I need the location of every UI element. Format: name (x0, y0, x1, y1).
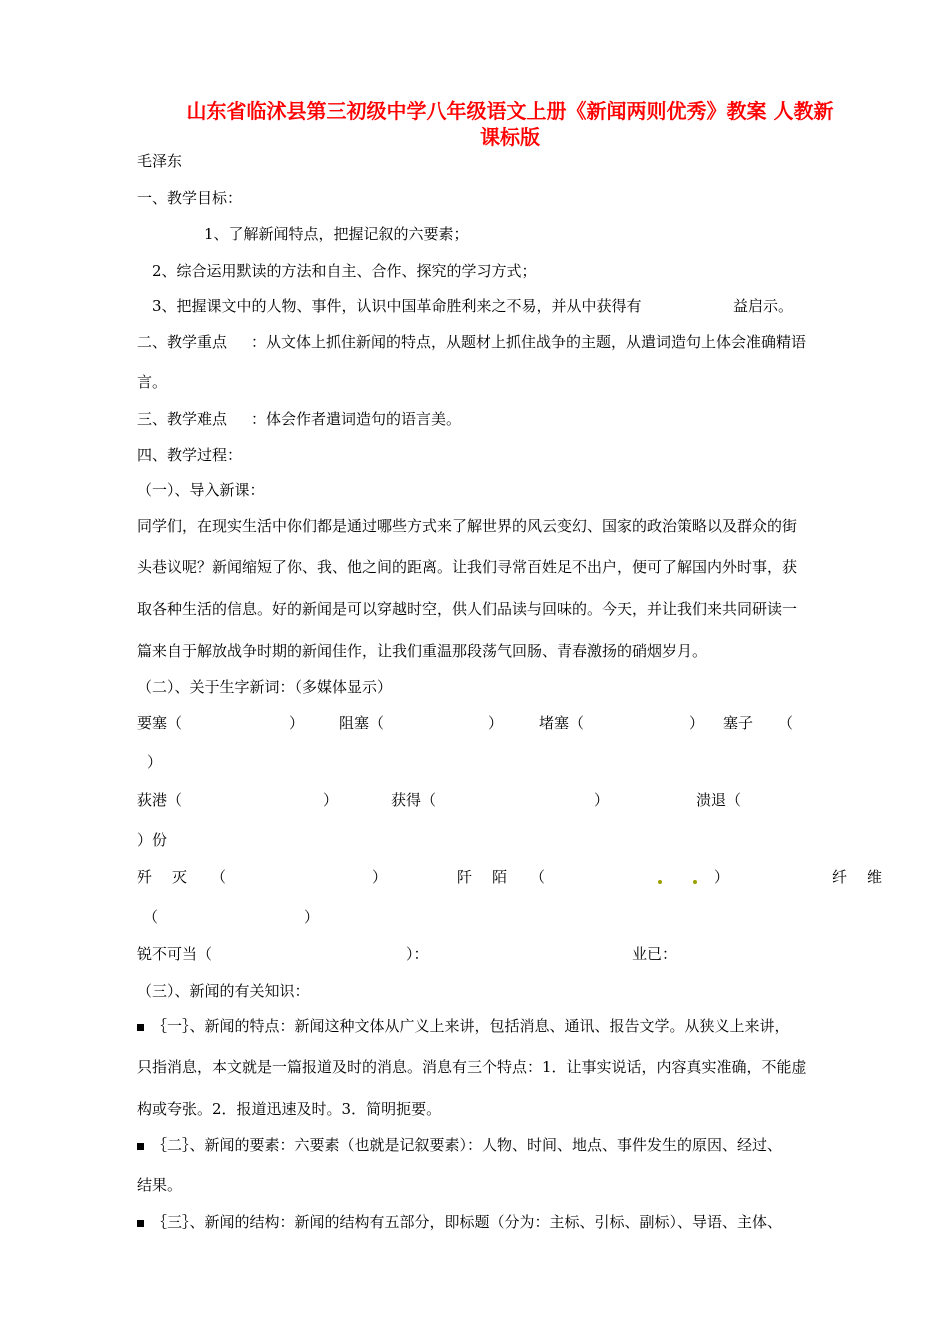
goal-2: 2、综合运用默读的方法和自主、合作、探究的学习方式； (152, 262, 537, 280)
vocab-item-xianwei-open: （ (143, 908, 159, 926)
process-heading: 四、教学过程： (137, 446, 243, 464)
author: 毛泽东 (137, 152, 183, 170)
vocab-item-dusai: 堵塞（ (539, 714, 585, 732)
key-point-label: 二、教学重点 (137, 333, 228, 351)
vocab-item-kuitui: 溃退（ (696, 791, 742, 809)
knowledge-item-1-line-2: 只指消息，本文就是一篇报道及时的消息。消息有三个特点：1．让事实说话，内容真实准确，不能虚 (137, 1058, 807, 1076)
vocab-item-xianwei-close: ） (304, 908, 320, 926)
knowledge-item-1-line-3: 构或夸张。2．报道迅速及时。3．简明扼要。 (137, 1100, 442, 1118)
vocab-item-jianmie-open: （ (211, 868, 227, 886)
vocab-item-ruibukedang-close: ）： (406, 945, 429, 963)
emphasis-dot (658, 880, 662, 884)
vocab-item-yeyi: 业已： (632, 945, 678, 963)
key-point-text: ：从文体上抓住新闻的特点，从题材上抓住战争的主题，从遣词造句上体会准确精语 (251, 333, 807, 351)
bullet-icon (137, 1220, 144, 1227)
knowledge-item-3 (137, 1212, 782, 1232)
vocab-item-xianwei: 纤 (832, 868, 848, 886)
intro-heading: （一）、导入新课： (137, 481, 265, 499)
goal-3-end: 益启示。 (733, 297, 794, 315)
bullet-icon (137, 1143, 144, 1150)
intro-paragraph-line-1: 同学们，在现实生活中你们都是通过哪些方式来了解世界的风云变幻、国家的政治策略以及群众的街 (137, 517, 798, 535)
knowledge-heading: （三）、新闻的有关知识： (137, 982, 310, 1000)
vocab-item-huode-close: ） (594, 791, 610, 809)
vocab-item-zusai-close: ） (488, 714, 504, 732)
vocab-item-jianmie: 歼 (137, 868, 153, 886)
document-title-line-2: 课标版 (480, 125, 540, 149)
knowledge-item-1-text: ｛一｝、新闻的特点：新闻这种文体从广义上来讲，包括消息、通讯、报告文学。从狭义上来讲， (152, 1017, 790, 1035)
vocab-item-huode: 获得（ (391, 791, 437, 809)
vocab-item-jianmie-close: ） (372, 868, 388, 886)
knowledge-item-2-line-2: 结果。 (137, 1176, 183, 1194)
vocab-item-qianmo-open: （ (530, 868, 546, 886)
key-point-text-end: 言。 (137, 373, 168, 391)
vocab-item-xianwei-2: 维 (867, 868, 883, 886)
vocab-item-zusai: 阻塞（ (339, 714, 385, 732)
vocab-item-saizi-open: （ (778, 714, 794, 732)
intro-paragraph-line-2: 头巷议呢？新闻缩短了你、我、他之间的距离。让我们寻常百姓足不出户，便可了解国内外时事，获 (137, 558, 798, 576)
vocab-item-yaosai-close: ） (289, 714, 305, 732)
knowledge-item-2-text: ｛二｝、新闻的要素：六要素（也就是记叙要素）：人物、时间、地点、事件发生的原因、经过、 (152, 1136, 783, 1154)
emphasis-dot (693, 880, 697, 884)
goal-1: 1、了解新闻特点，把握记叙的六要素； (204, 225, 469, 243)
vocab-item-ruibukedang: 锐不可当（ (137, 945, 213, 963)
intro-paragraph-line-4: 篇来自于解放战争时期的新闻佳作，让我们重温那段荡气回肠、青春激扬的硝烟岁月。 (137, 642, 708, 660)
vocab-item-qianmo-2: 陌 (492, 868, 508, 886)
vocab-item-yaosai: 要塞（ (137, 714, 183, 732)
goal-3: 3、把握课文中的人物、事件，认识中国革命胜利来之不易，并从中获得有 (152, 297, 642, 315)
vocab-item-dusai-close: ） (689, 714, 705, 732)
goals-heading: 一、教学目标： (137, 189, 243, 207)
knowledge-item-2 (137, 1135, 782, 1155)
vocab-item-saizi: 塞子 (723, 714, 754, 732)
bullet-icon (137, 1024, 144, 1031)
vocab-item-saizi-close: ） (147, 753, 163, 771)
difficulty-label: 三、教学难点 (137, 410, 228, 428)
vocab-item-digang: 荻港（ (137, 791, 183, 809)
vocab-item-qianmo-close: ） (714, 868, 730, 886)
vocab-item-qianmo: 阡 (457, 868, 473, 886)
vocab-heading: （二）、关于生字新词：（多媒体显示） (137, 678, 393, 696)
vocab-item-jianmie-2: 灭 (172, 868, 188, 886)
vocab-item-kuitui-close: ）份 (137, 831, 168, 849)
difficulty-text: ：体会作者遣词造句的语言美。 (251, 410, 462, 428)
vocab-item-digang-close: ） (323, 791, 339, 809)
knowledge-item-3-text: ｛三｝、新闻的结构：新闻的结构有五部分，即标题（分为：主标、引标、副标）、导语、主体、 (152, 1213, 783, 1231)
knowledge-item-1 (137, 1016, 790, 1036)
document-title-line-1: 山东省临沭县第三初级中学八年级语文上册《新闻两则优秀》教案 人教新 (186, 99, 834, 123)
intro-paragraph-line-3: 取各种生活的信息。好的新闻是可以穿越时空，供人们品读与回味的。今天，并让我们来共同研读一 (137, 600, 798, 618)
